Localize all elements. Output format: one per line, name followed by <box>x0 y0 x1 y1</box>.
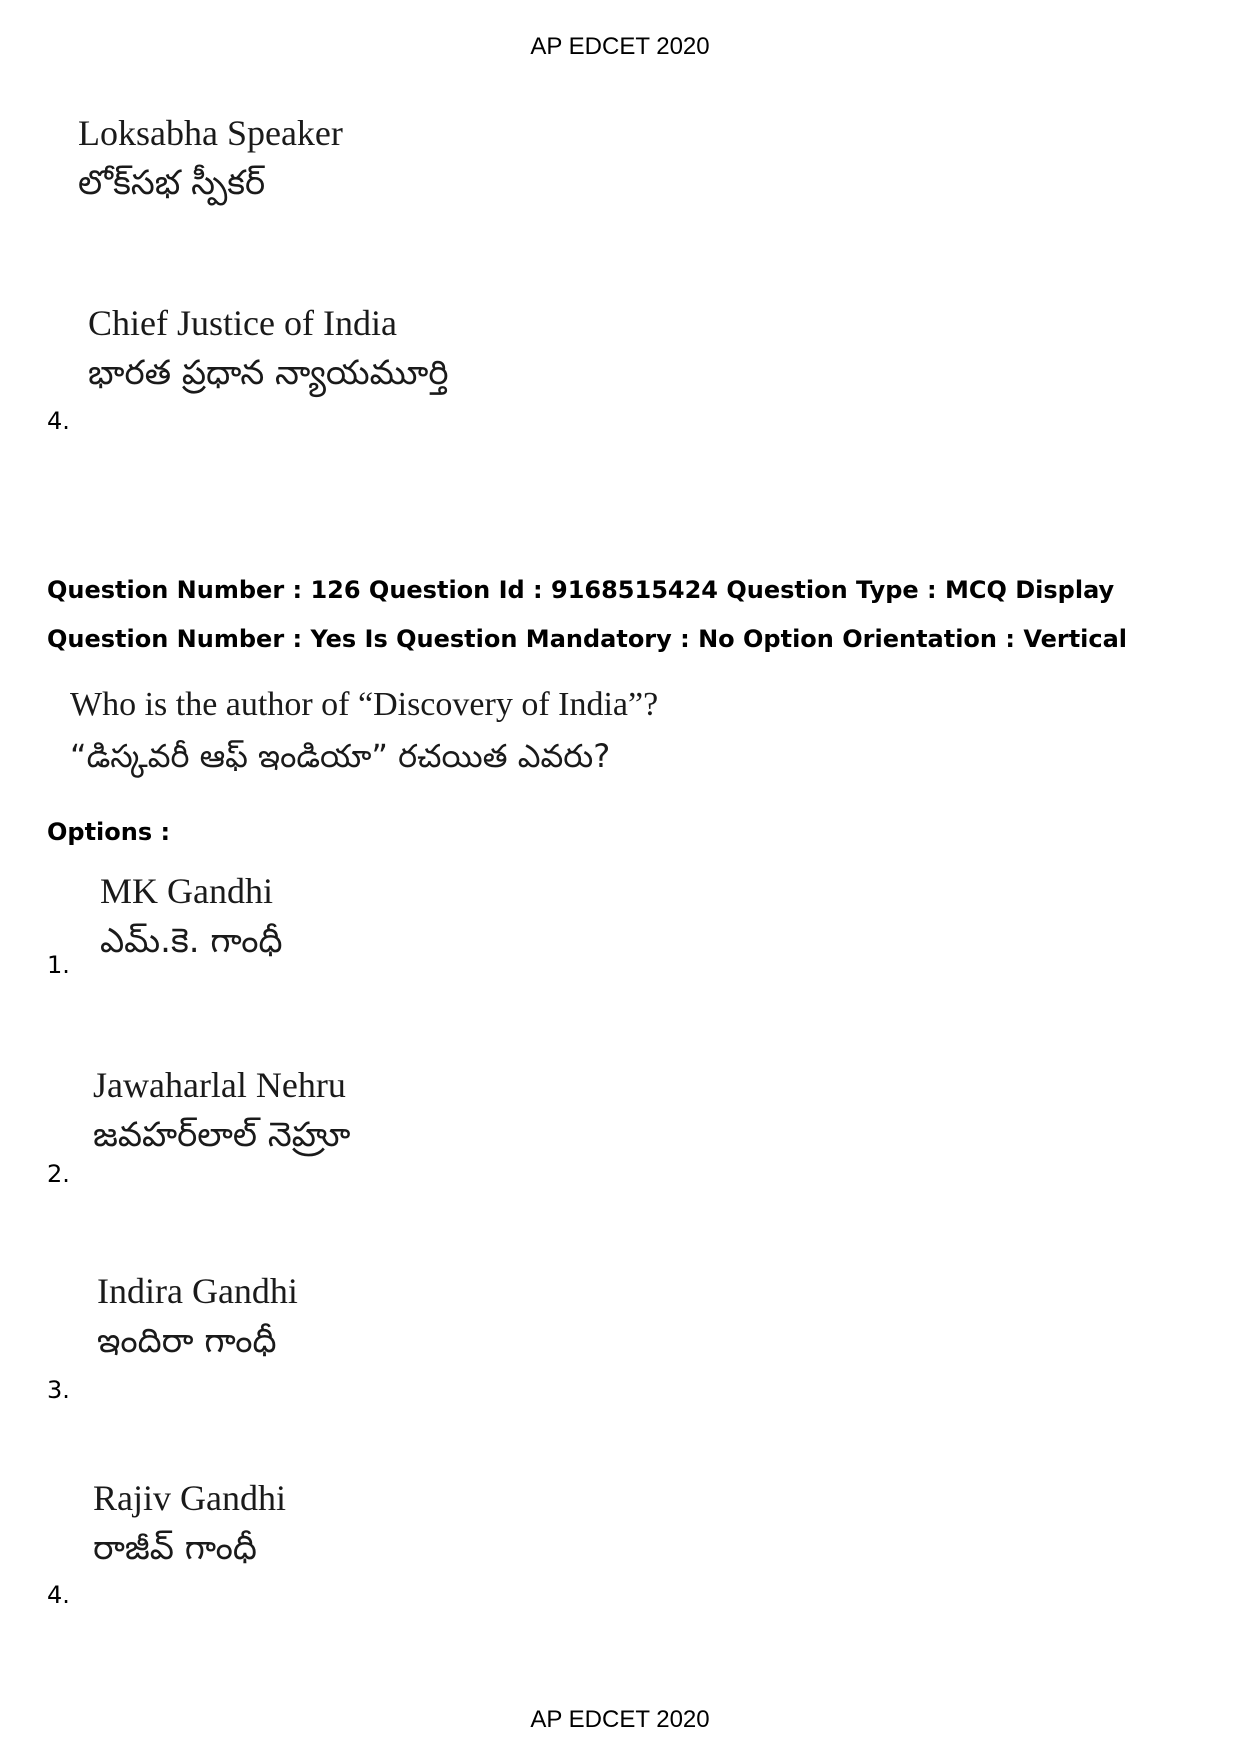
option-text-en: MK Gandhi <box>100 871 273 911</box>
option-text-en: Chief Justice of India <box>88 303 397 343</box>
question-text-image <box>70 680 658 782</box>
page-footer: AP EDCET 2020 <box>530 1706 710 1733</box>
question-meta: Question Number : 126 Question Id : 9168515424 Question Type : MCQ Display Question Number : Yes Is Question Mandatory : No Option Orientation : Vertical <box>47 576 1128 653</box>
option-text-te: రాజీవ్ గాంధీ <box>93 1528 257 1568</box>
prev-option-image <box>88 298 449 398</box>
option-text-en: Rajiv Gandhi <box>93 1478 286 1518</box>
question-text-te: “డిస్కవరీ ఆఫ్ ఇండియా” రచయిత ఎవరు? <box>70 737 611 775</box>
option-text-te: భారత ప్రధాన న్యాయమూర్తి <box>88 353 449 393</box>
page-header: AP EDCET 2020 <box>530 33 710 60</box>
option-text-te: ఎమ్.కె. గాంధీ <box>100 921 283 961</box>
option-number: 4. <box>47 1581 70 1609</box>
option-text-te: లోక్‌సభ స్పీకర్ <box>78 163 266 203</box>
prev-option-image <box>78 108 343 208</box>
option-image <box>97 1266 298 1366</box>
option-number: 4. <box>47 407 70 435</box>
option-image <box>93 1060 350 1160</box>
option-text-en: Indira Gandhi <box>97 1271 298 1311</box>
option-number: 1. <box>47 951 70 979</box>
option-number: 2. <box>47 1160 70 1188</box>
options-label: Options : <box>47 818 171 846</box>
option-text-en: Jawaharlal Nehru <box>93 1065 346 1105</box>
option-number: 3. <box>47 1376 70 1404</box>
question-text-en: Who is the author of “Discovery of India”? <box>70 686 659 723</box>
option-text-en: Loksabha Speaker <box>78 113 343 153</box>
option-image <box>93 1473 286 1573</box>
option-text-te: ఇందిరా గాంధీ <box>97 1321 277 1361</box>
option-text-te: జవహర్‌లాల్ నెహ్రూ <box>93 1115 351 1155</box>
option-image <box>100 866 283 966</box>
